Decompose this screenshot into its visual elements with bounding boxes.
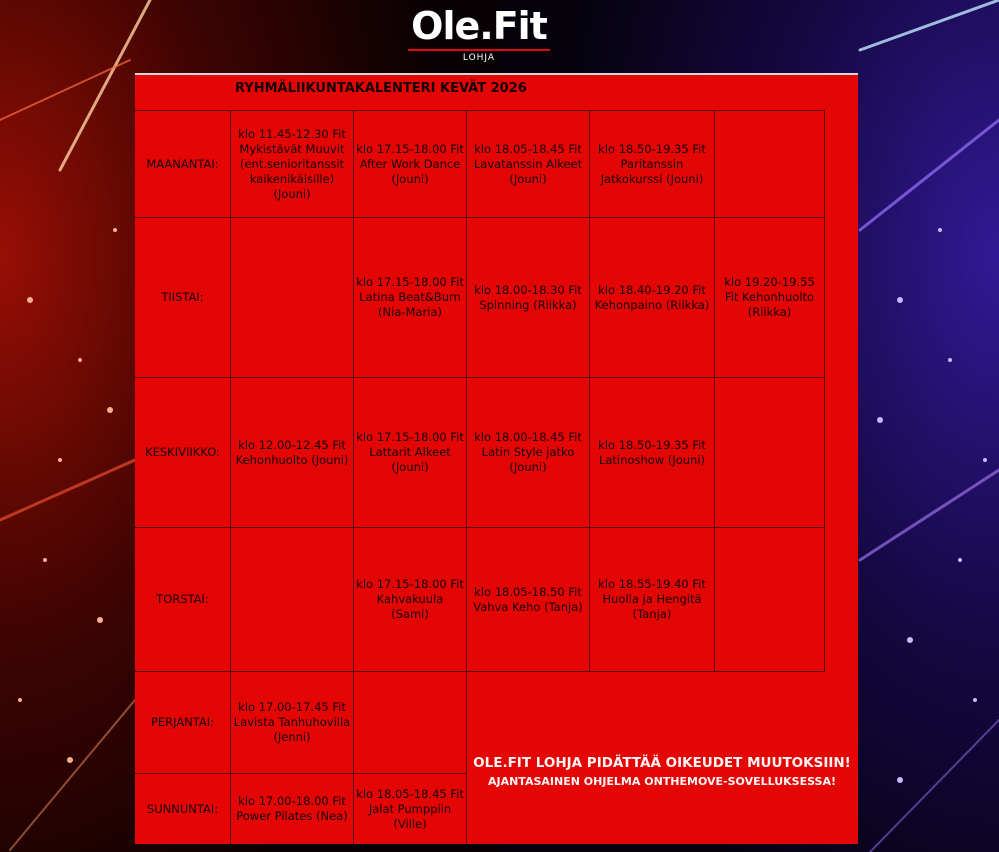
notice-line-app: AJANTASAINEN OHJELMA ONTHEMOVE-SOVELLUKSESSA!	[487, 775, 836, 788]
empty-cell	[231, 218, 354, 378]
class-cell: klo 18.55-19.40 Fit Huolla ja Hengitä (Tanja)	[590, 528, 715, 672]
class-cell: klo 18.05-18.50 Fit Vahva Keho (Tanja)	[467, 528, 590, 672]
class-cell: klo 18.05-18.45 Fit Jalat Pumppiin (Ville)	[354, 774, 467, 844]
ole-fit-logo	[408, 4, 550, 68]
class-cell: klo 17.15-18.00 Fit Lattarit Alkeet (Jouni)	[354, 378, 467, 528]
class-cell: klo 18.05-18.45 Fit Lavatanssin Alkeet (Jouni)	[467, 110, 590, 218]
empty-cell	[354, 672, 467, 774]
class-cell: klo 19.20-19.55 Fit Kehonhuolto (Riikka)	[715, 218, 825, 378]
class-cell: klo 18.50-19.35 Fit Paritanssin Jatkokurssi (Jouni)	[590, 110, 715, 218]
logo-wordmark: Ole.Fit	[411, 4, 547, 48]
class-cell: klo 17.15-18.00 Fit Latina Beat&Burn (Nia-Maria)	[354, 218, 467, 378]
day-label-wednesday: KESKIVIIKKO:	[135, 378, 231, 528]
day-label-thursday: TORSTAI:	[135, 528, 231, 672]
class-cell: klo 17.00-17.45 Fit Lavista Tanhuhovilla (Jenni)	[231, 672, 354, 774]
class-cell: klo 18.40-19.20 Fit Kehonpaino (Riikka)	[590, 218, 715, 378]
day-label-friday: PERJANTAI:	[135, 672, 231, 774]
class-cell: klo 18.50-19.35 Fit Latinoshow (Jouni)	[590, 378, 715, 528]
empty-cell	[715, 528, 825, 672]
notice-line-rights: OLE.FIT LOHJA PIDÄTTÄÄ OIKEUDET MUUTOKSIIN!	[473, 755, 851, 771]
schedule-panel	[135, 73, 858, 844]
class-cell: klo 17.15-18.00 Fit Kahvakuula (Sami)	[354, 528, 467, 672]
day-label-tuesday: TIISTAI:	[135, 218, 231, 378]
schedule-title: RYHMÄLIIKUNTAKALENTERI KEVÄT 2026	[235, 81, 527, 96]
logo-location: LOHJA	[462, 53, 496, 63]
class-cell: klo 18.00-18.45 Fit Latin Style jatko (Jouni)	[467, 378, 590, 528]
empty-cell	[231, 528, 354, 672]
empty-cell	[715, 378, 825, 528]
class-cell: klo 18.00-18.30 Fit Spinning (Riikka)	[467, 218, 590, 378]
class-cell: klo 11.45-12.30 Fit Mykistävät Muuvit (ent.senioritanssit kaikenikäisille) (Jouni)	[231, 110, 354, 218]
changes-notice	[466, 755, 858, 788]
class-cell: klo 17.15-18.00 Fit After Work Dance (Jouni)	[354, 110, 467, 218]
day-label-sunday: SUNNUNTAI:	[135, 774, 231, 844]
class-cell: klo 17.00-18.00 Fit Power Pilates (Nea)	[231, 774, 354, 844]
empty-cell	[715, 110, 825, 218]
logo-underline	[408, 49, 550, 51]
class-cell: klo 12.00-12.45 Fit Kehonhuolto (Jouni)	[231, 378, 354, 528]
day-label-monday: MAANANTAI:	[135, 110, 231, 218]
